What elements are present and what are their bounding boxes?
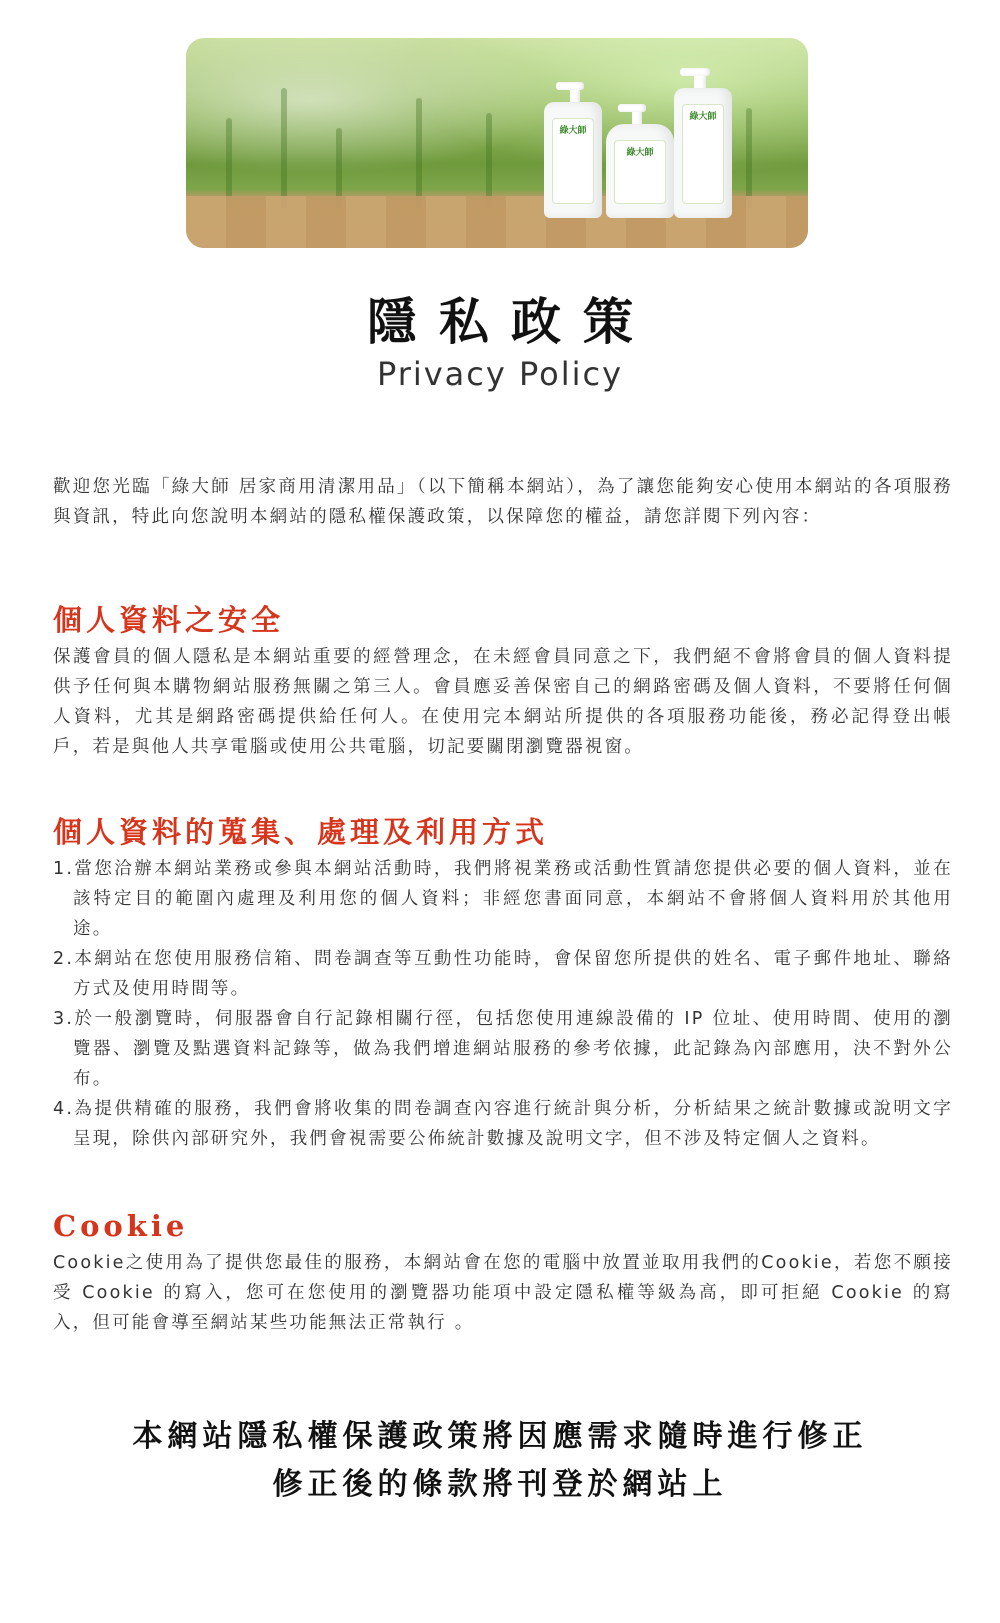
banner-image [186, 38, 808, 248]
closing-line-1: 本網站隱私權保護政策將因應需求隨時進行修正 [132, 1419, 868, 1454]
product-bottle [544, 102, 602, 218]
collection-list [53, 854, 953, 1154]
section-heading: 個人資料的蒐集、處理及利用方式 [53, 815, 549, 849]
section-collection [53, 812, 953, 1154]
closing-line-2: 修正後的條款將刊登於網站上 [272, 1467, 728, 1502]
pump-nozzle [556, 82, 584, 90]
section-cookie [53, 1206, 953, 1338]
product-label: 綠大師 [682, 104, 724, 204]
section-heading: Cookie [53, 1209, 189, 1243]
intro-section [53, 472, 953, 532]
section-body: 保護會員的個人隱私是本網站重要的經營理念，在未經會員同意之下，我們絕不會將會員的個人資料提供予任何與本購物網站服務無關之第三人。會員應妥善保密自己的網路密碼及個人資料，不要將任何個人資料，尤其是網路密碼提供給任何人。在使用完本網站所提供的各項服務功能後，務必記得登出帳戶，若是與他人共享電腦或使用公共電腦，切記要關閉瀏覽器視窗。 [53, 647, 953, 757]
product-bottle [606, 124, 674, 218]
grass-blade [281, 88, 287, 208]
intro-text: 歡迎您光臨「綠大師 居家商用清潔用品」（以下簡稱本網站），為了讓您能夠安心使用本網站的各項服務與資訊，特此向您說明本網站的隱私權保護政策，以保障您的權益，請您詳閱下列內容： [53, 477, 953, 527]
product-bottle [674, 88, 732, 218]
list-item: 4.為提供精確的服務，我們會將收集的問卷調查內容進行統計與分析，分析結果之統計數據或說明文字呈現，除供內部研究外，我們會視需要公佈統計數據及說明文字，但不涉及特定個人之資料。 [53, 1099, 953, 1149]
grass-blade [746, 108, 752, 208]
page-subtitle: Privacy Policy [376, 355, 624, 393]
list-item: 2.本網站在您使用服務信箱、問卷調查等互動性功能時，會保留您所提供的姓名、電子郵件地址、聯絡方式及使用時間等。 [53, 949, 953, 999]
section-security [53, 600, 953, 762]
product-label: 綠大師 [552, 118, 594, 204]
list-item: 1.當您洽辦本網站業務或參與本網站活動時，我們將視業務或活動性質請您提供必要的個人資料，並在該特定目的範圍內處理及利用您的個人資料；非經您書面同意，本網站不會將個人資料用於其他用途。 [53, 859, 953, 939]
product-label: 綠大師 [614, 140, 666, 204]
grass-blade [226, 118, 232, 208]
pump-nozzle [618, 104, 646, 112]
pump-nozzle [680, 68, 710, 76]
page-title: 隱私政策 [367, 292, 655, 351]
grass-blade [486, 113, 492, 208]
section-body: Cookie之使用為了提供您最佳的服務，本網站會在您的電腦中放置並取用我們的Cookie，若您不願接受 Cookie 的寫入，您可在您使用的瀏覽器功能項中設定隱私權等級為高，即可拒絕 Cookie 的寫入，但可能會導至網站某些功能無法正常執行 。 [53, 1253, 953, 1333]
grass-blade [416, 98, 422, 208]
section-heading: 個人資料之安全 [53, 603, 285, 637]
list-item: 3.於一般瀏覽時，伺服器會自行記錄相關行徑，包括您使用連線設備的 IP 位址、使用時間、使用的瀏覽器、瀏覽及點選資料記錄等，做為我們增進網站服務的參考依據，此記錄為內部應用，決不對外公布。 [53, 1009, 953, 1089]
